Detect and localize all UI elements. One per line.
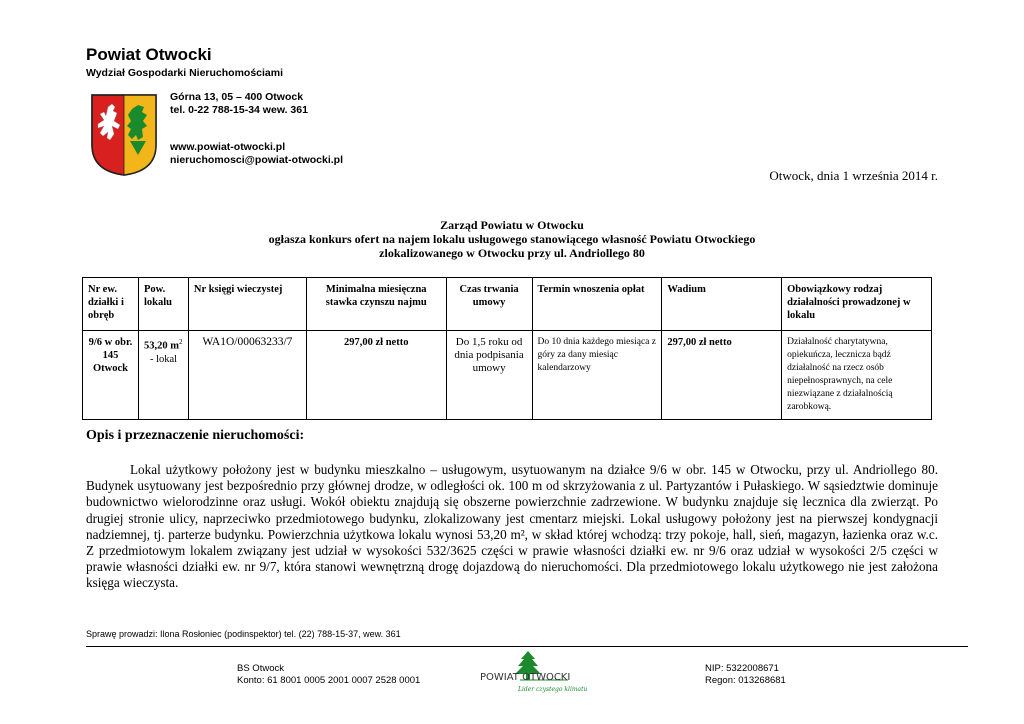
bank-info	[237, 663, 420, 687]
area-suffix: - lokal	[149, 353, 178, 365]
address-line: Górna 13, 05 – 400 Otwock	[170, 91, 304, 103]
nip-number: NIP: 5322008671	[705, 663, 779, 674]
tax-info	[705, 663, 786, 687]
website-link[interactable]: www.powiat-otwocki.pl	[170, 141, 286, 153]
bank-name: BS Otwock	[237, 663, 284, 674]
activity-cell: Działalność charytatywna, opiekuńcza, lecznicza bądź działalność na rzecz osób niepełnosprawnych, na cele niezwiązane z działalnością zarobkową.	[782, 331, 932, 420]
area-value: 53,20 m	[143, 340, 179, 352]
description-title: Opis i przeznaczenie nieruchomości:	[86, 428, 305, 443]
plot-cell: 9/6 w obr. 145 Otwock	[83, 331, 139, 420]
table-header-row	[83, 278, 932, 331]
phone-line: tel. 0-22 788-15-34 wew. 361	[170, 104, 308, 116]
area-unit-sup: 2	[178, 338, 183, 346]
description-paragraph: Lokal użytkowy położony jest w budynku mieszkalno – usługowym, usytuowanym na działce 9/6 w obr. 145 w Otwocku, przy ul. Andriollego 80. Budynek usytuowany jest bezpośrednio przy głównej drodze, w odległości ok. 100 m od skrzyżowania z ul. Partyzantów i Pułaskiego. W sąsiedztwie dominuje budownictwo wielorodzinne oraz usługi. Wokół obiektu znajdują się obszerne powierzchnie zadrzewione. W budynku znajduje się lecznica dla zwierząt. Po drugiej stronie ulicy, naprzeciwko przedmiotowego budynku, zlokalizowany jest cmentarz miejski. Lokal usługowy położony jest na pierwszej kondygnacji nadziemnej, tj. parterze budynku. Powierzchnia użytkowa lokalu wynosi 53,20 m², w skład której wchodzą: trzy pokoje, hall, sień, magazyn, łazienka oraz w.c. Z przedmiotowym lokalem związany jest udział w wysokości 532/3625 części w prawie własności działki ew. nr 9/6 oraz udział w wysokości 2/5 części w prawie własności działki ew. nr 9/7, która stanowi wewnętrzną drogę dojazdową do nieruchomości. Dla przedmiotowego lokalu użytkowego nie jest założona księga wieczysta.	[86, 462, 938, 591]
land-register-cell: WA1O/00063233/7	[188, 331, 306, 420]
header-cell: Nr księgi wieczystej	[188, 278, 306, 331]
regon-number: Regon: 013268681	[705, 675, 786, 686]
header-cell: Czas trwania umowy	[446, 278, 532, 331]
deposit-cell: 297,00 zł netto	[662, 331, 782, 420]
header-cell: Obowiązkowy rodzaj działalności prowadzonej w lokalu	[782, 278, 932, 331]
header-cell: Termin wnoszenia opłat	[532, 278, 662, 331]
header-cell: Wadium	[662, 278, 782, 331]
logo-text: POWIAT OTWOCKI	[480, 672, 571, 683]
header-cell: Nr ew. działki i obręb	[83, 278, 139, 331]
payment-term-cell: Do 10 dnia każdego miesiąca z góry za dany miesiąc kalendarzowy	[532, 331, 662, 420]
area-cell	[138, 331, 188, 420]
address-block	[170, 91, 308, 117]
header-cell: Minimalna miesięczna stawka czynszu najmu	[306, 278, 446, 331]
date-line: Otwock, dnia 1 września 2014 r.	[769, 168, 938, 183]
department-name: Wydział Gospodarki Nieruchomościami	[86, 67, 284, 79]
pine-tree-logo-icon	[478, 649, 593, 695]
header-cell: Pow. lokalu	[138, 278, 188, 331]
announcement-line-1: Zarząd Powiatu w Otwocku	[440, 218, 584, 232]
logo-tagline: Lider czystego klimatu	[518, 686, 588, 693]
offer-table	[82, 277, 932, 420]
bank-account: Konto: 61 8001 0005 2001 0007 2528 0001	[237, 675, 421, 686]
announcement-line-3: zlokalizowanego w Otwocku przy ul. Andriollego 80	[379, 246, 645, 260]
table-row	[83, 331, 932, 420]
coat-of-arms-icon	[90, 93, 158, 177]
org-name: Powiat Otwocki	[86, 45, 212, 64]
footer-divider	[86, 646, 968, 647]
min-rent-cell: 297,00 zł netto	[306, 331, 446, 420]
prepared-by: Sprawę prowadzi: Ilona Rosłoniec (podinspektor) tel. (22) 788-15-37, wew. 361	[86, 629, 401, 639]
email-link[interactable]: nieruchomosci@powiat-otwocki.pl	[170, 154, 344, 166]
announcement-line-2: ogłasza konkurs ofert na najem lokalu usługowego stanowiącego własność Powiatu Otwockiego	[268, 232, 756, 246]
duration-cell: Do 1,5 roku od dnia podpisania umowy	[446, 331, 532, 420]
contact-block	[170, 141, 343, 167]
announcement-heading	[86, 218, 938, 260]
